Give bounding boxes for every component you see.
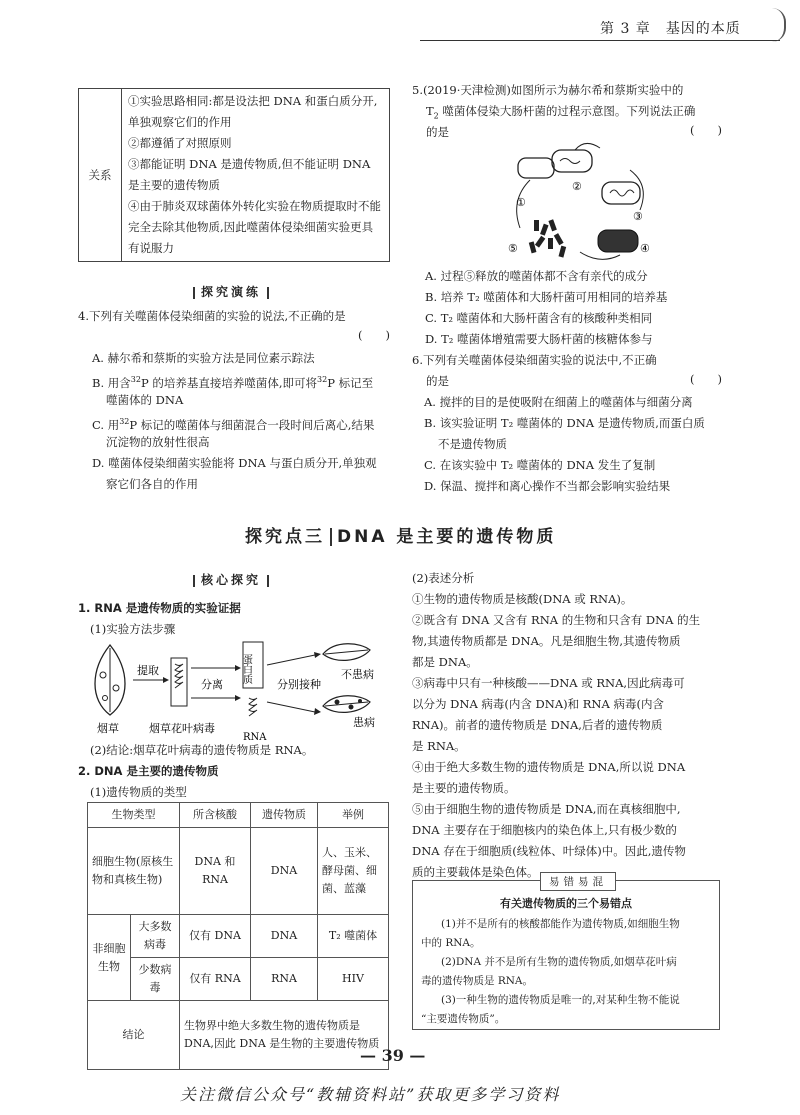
step-label-5: ⑤ bbox=[508, 242, 518, 255]
relation-item: ②都遵循了对照原则 bbox=[128, 136, 232, 150]
analysis-line: 是主要的遗传物质。 bbox=[412, 781, 516, 795]
heading-1: 1. RNA 是遗传物质的实验证据 bbox=[78, 601, 241, 615]
common-errors-box bbox=[412, 880, 720, 1030]
relation-item: ①实验思路相同:都是设法把 DNA 和蛋白质分开,单独观察它们的作用 bbox=[128, 94, 378, 129]
errors-content bbox=[413, 911, 719, 1033]
q4-option-b-cont: 噬菌体的 DNA bbox=[106, 393, 184, 407]
q4-option-c: C. 用$^{32}$P 标记的噬菌体与细菌混合一段时间后离心,结果 bbox=[92, 417, 375, 432]
tmv-experiment-figure bbox=[85, 640, 390, 750]
bacterium-cell bbox=[552, 150, 592, 172]
q5-answer-paren: ( ) bbox=[690, 123, 722, 137]
error-line: (2)DNA 并不是所有生物的遗传物质,如烟草花叶病 bbox=[441, 956, 677, 968]
table-cell: 大多数病毒 bbox=[131, 915, 180, 958]
section-title: 探究点三 DNA 是主要的遗传物质 bbox=[245, 527, 557, 547]
relation-table bbox=[78, 88, 390, 262]
error-line: (1)并不是所有的核酸都能作为遗传物质,如细胞生物 bbox=[441, 918, 680, 930]
page-number: — 39 — bbox=[360, 1046, 426, 1065]
q5-stem-1: 5.(2019·天津检测)如图所示为赫尔希和蔡斯实验中的 bbox=[412, 83, 684, 97]
q5-stem-3: 的是 bbox=[426, 125, 449, 139]
analysis-line: 质的主要载体是染色体。 bbox=[412, 865, 539, 879]
sick-label: 患病 bbox=[353, 716, 375, 729]
table-cell: 结论 bbox=[88, 1001, 180, 1070]
core-title: 核心探究 bbox=[187, 571, 275, 588]
table-row bbox=[88, 828, 389, 915]
bacterium-full bbox=[598, 230, 638, 252]
relation-item: ③都能证明 DNA 是遗传物质,但不能证明 DNA 是主要的遗传物质 bbox=[128, 157, 371, 192]
analysis-line: 以分为 DNA 病毒(内含 DNA)和 RNA 病毒(内含 bbox=[412, 697, 664, 711]
bacterium-cell bbox=[518, 158, 554, 178]
analysis-line: ⑤由于细胞生物的遗传物质是 DNA,而在真核细胞中, bbox=[412, 802, 681, 816]
table-cell: DNA bbox=[251, 915, 318, 958]
heading-2: 2. DNA 是主要的遗传物质 bbox=[78, 764, 219, 778]
rna-coil bbox=[249, 698, 257, 716]
analysis-title: (2)表述分析 bbox=[412, 571, 475, 585]
q5-option-b: B. 培养 T₂ 噬菌体和大肠杆菌可用相同的培养基 bbox=[425, 290, 668, 304]
analysis-line: ④由于绝大多数生物的遗传物质是 DNA,所以说 DNA bbox=[412, 760, 686, 774]
error-line: 中的 RNA。 bbox=[421, 937, 481, 949]
dna-strand bbox=[560, 159, 580, 164]
errors-title: 有关遗传物质的三个易错点 bbox=[500, 897, 632, 910]
released-phages bbox=[529, 219, 566, 257]
analysis-line: 物,其遗传物质都是 DNA。凡是细胞生物,其遗传物质 bbox=[412, 634, 681, 648]
relation-item: ④由于肺炎双球菌体外转化实验在物质提取时不能完全去除其他物质,因此噬菌体侵染细菌实验更具有说服力 bbox=[128, 199, 381, 255]
healthy-label: 不患病 bbox=[341, 668, 374, 681]
table-cell: 非细胞生物 bbox=[88, 915, 131, 1001]
q5-option-a: A. 过程⑤释放的噬菌体都不含有亲代的成分 bbox=[425, 269, 648, 283]
question-6 bbox=[412, 350, 722, 497]
footer-note: 关注微信公众号“教辅资料站”获取更多学习资料 bbox=[180, 1085, 561, 1104]
table-header: 所含核酸 bbox=[180, 803, 251, 828]
q6-option-b: B. 该实验证明 T₂ 噬菌体的 DNA 是遗传物质,而蛋白质 bbox=[424, 416, 705, 430]
analysis-line: ②既含有 DNA 又含有 RNA 的生物和只含有 DNA 的生 bbox=[412, 613, 701, 627]
table-cell: 细胞生物(原核生物和真核生物) bbox=[88, 828, 180, 915]
arrow-4 bbox=[580, 252, 620, 259]
analysis-line: ③病毒中只有一种核酸——DNA 或 RNA,因此病毒可 bbox=[412, 676, 685, 690]
table-cell: DNA bbox=[251, 828, 318, 915]
tobacco-label: 烟草 bbox=[97, 722, 119, 735]
q6-option-a: A. 搅拌的目的是使吸附在细菌上的噬菌体与细菌分离 bbox=[424, 395, 693, 409]
q4-option-d-cont: 察它们各自的作用 bbox=[106, 477, 198, 491]
analysis-section bbox=[412, 568, 727, 883]
table-header: 遗传物质 bbox=[251, 803, 318, 828]
table-cell: 仅有 DNA bbox=[180, 915, 251, 958]
q4-option-d: D. 噬菌体侵染细菌实验能将 DNA 与蛋白质分开,单独观 bbox=[92, 456, 377, 470]
table-cell: RNA bbox=[251, 958, 318, 1001]
error-line: (3)一种生物的遗传物质是唯一的,对某种生物不能说 bbox=[441, 994, 680, 1006]
virus-coil bbox=[175, 664, 183, 688]
table-header-row bbox=[88, 803, 389, 828]
step-label-1: ① bbox=[516, 196, 526, 209]
separate-label: 分离 bbox=[201, 678, 223, 691]
extract-label: 提取 bbox=[137, 664, 159, 677]
q4-option-c-cont: 沉淀物的放射性很高 bbox=[106, 435, 210, 449]
step-label-4: ④ bbox=[640, 242, 650, 255]
q4-option-a: A. 赫尔希和蔡斯的实验方法是同位素示踪法 bbox=[92, 351, 315, 365]
table-cell: DNA 和 RNA bbox=[180, 828, 251, 915]
analysis-line: 是 RNA。 bbox=[412, 739, 466, 753]
genetic-material-table bbox=[87, 802, 389, 1070]
analysis-line: ①生物的遗传物质是核酸(DNA 或 RNA)。 bbox=[412, 592, 633, 606]
question-5 bbox=[412, 80, 722, 143]
q4-answer-paren: ( ) bbox=[358, 328, 390, 342]
q6-stem-1: 6.下列有关噬菌体侵染细菌实验的说法中,不正确 bbox=[412, 353, 657, 367]
q6-option-c: C. 在该实验中 T₂ 噬菌体的 DNA 发生了复制 bbox=[424, 458, 656, 472]
errors-tag: 易错易混 bbox=[540, 872, 616, 891]
relation-items bbox=[122, 89, 390, 262]
table-header: 生物类型 bbox=[88, 803, 180, 828]
q6-option-d: D. 保温、搅拌和离心操作不当都会影响实验结果 bbox=[424, 479, 671, 493]
conclusion-line: (2)结论:烟草花叶病毒的遗传物质是 RNA。 bbox=[90, 743, 314, 757]
q6-stem-2: 的是 bbox=[426, 374, 449, 388]
protein-label: 蛋白质 bbox=[240, 654, 252, 684]
practice-title: 探究演练 bbox=[187, 283, 275, 300]
table-cell: 少数病毒 bbox=[131, 958, 180, 1001]
step-label-3: ③ bbox=[633, 210, 643, 223]
error-line: “主要遗传物质”。 bbox=[421, 1013, 506, 1025]
table-row bbox=[88, 958, 389, 1001]
q5-options bbox=[425, 266, 725, 350]
table-row bbox=[88, 1001, 389, 1070]
rna-evidence-section bbox=[78, 598, 390, 640]
analysis-line: DNA 主要存在于细胞核内的染色体上,只有极少数的 bbox=[412, 823, 677, 837]
header-rule bbox=[420, 40, 780, 41]
inoculate-label: 分别接种 bbox=[277, 678, 321, 691]
q4-option-b: B. 用含$^{32}$P 的培养基直接培养噬菌体,即可将$^{32}$P 标记至 bbox=[92, 375, 374, 390]
rna-label: RNA bbox=[243, 732, 267, 743]
q6-option-b-cont: 不是遗传物质 bbox=[438, 437, 507, 451]
table-cell: T₂ 噬菌体 bbox=[318, 915, 389, 958]
subheading-types: (1)遗传物质的类型 bbox=[90, 785, 187, 799]
table-cell: 仅有 RNA bbox=[180, 958, 251, 1001]
q5-stem-2: $T_2$ 噬菌体侵染大肠杆菌的过程示意图。下列说法正确 bbox=[426, 104, 696, 121]
table-row bbox=[88, 915, 389, 958]
header-decoration bbox=[770, 8, 786, 42]
q6-answer-paren: ( ) bbox=[690, 372, 722, 386]
analysis-line: DNA 存在于细胞质(线粒体、叶绿体)中。因此,遗传物 bbox=[412, 844, 686, 858]
step-label-2: ② bbox=[572, 180, 582, 193]
bacterium-cell bbox=[602, 182, 640, 204]
q4-stem: 4.下列有关噬菌体侵染细菌的实验的说法,不正确的是 bbox=[78, 309, 346, 323]
dna-strand bbox=[610, 190, 634, 196]
chapter-header: 第 3 章 基因的本质 bbox=[600, 21, 741, 37]
table-header: 举例 bbox=[318, 803, 389, 828]
analysis-line: 都是 DNA。 bbox=[412, 655, 478, 669]
table-cell: 生物界中绝大多数生物的遗传物质是 DNA,因此 DNA 是生物的主要遗传物质 bbox=[180, 1001, 389, 1070]
error-line: 毒的遗传物质是 RNA。 bbox=[421, 975, 534, 987]
relation-label: 关系 bbox=[79, 89, 122, 262]
virus-label: 烟草花叶病毒 bbox=[149, 722, 215, 735]
question-4 bbox=[78, 306, 390, 495]
phage-cycle-diagram bbox=[490, 140, 670, 265]
table-cell: HIV bbox=[318, 958, 389, 1001]
subheading-method: (1)实验方法步骤 bbox=[90, 622, 176, 636]
analysis-line: RNA)。前者的遗传物质是 DNA,后者的遗传物质 bbox=[412, 718, 663, 732]
q5-option-c: C. T₂ 噬菌体和大肠杆菌含有的核酸种类相同 bbox=[425, 311, 653, 325]
q5-option-d: D. T₂ 噬菌体增殖需要大肠杆菌的核糖体参与 bbox=[425, 332, 653, 346]
arrow-2 bbox=[575, 143, 600, 150]
dna-main-section bbox=[78, 740, 390, 803]
table-cell: 人、玉米、酵母菌、细菌、蓝藻 bbox=[318, 828, 389, 915]
